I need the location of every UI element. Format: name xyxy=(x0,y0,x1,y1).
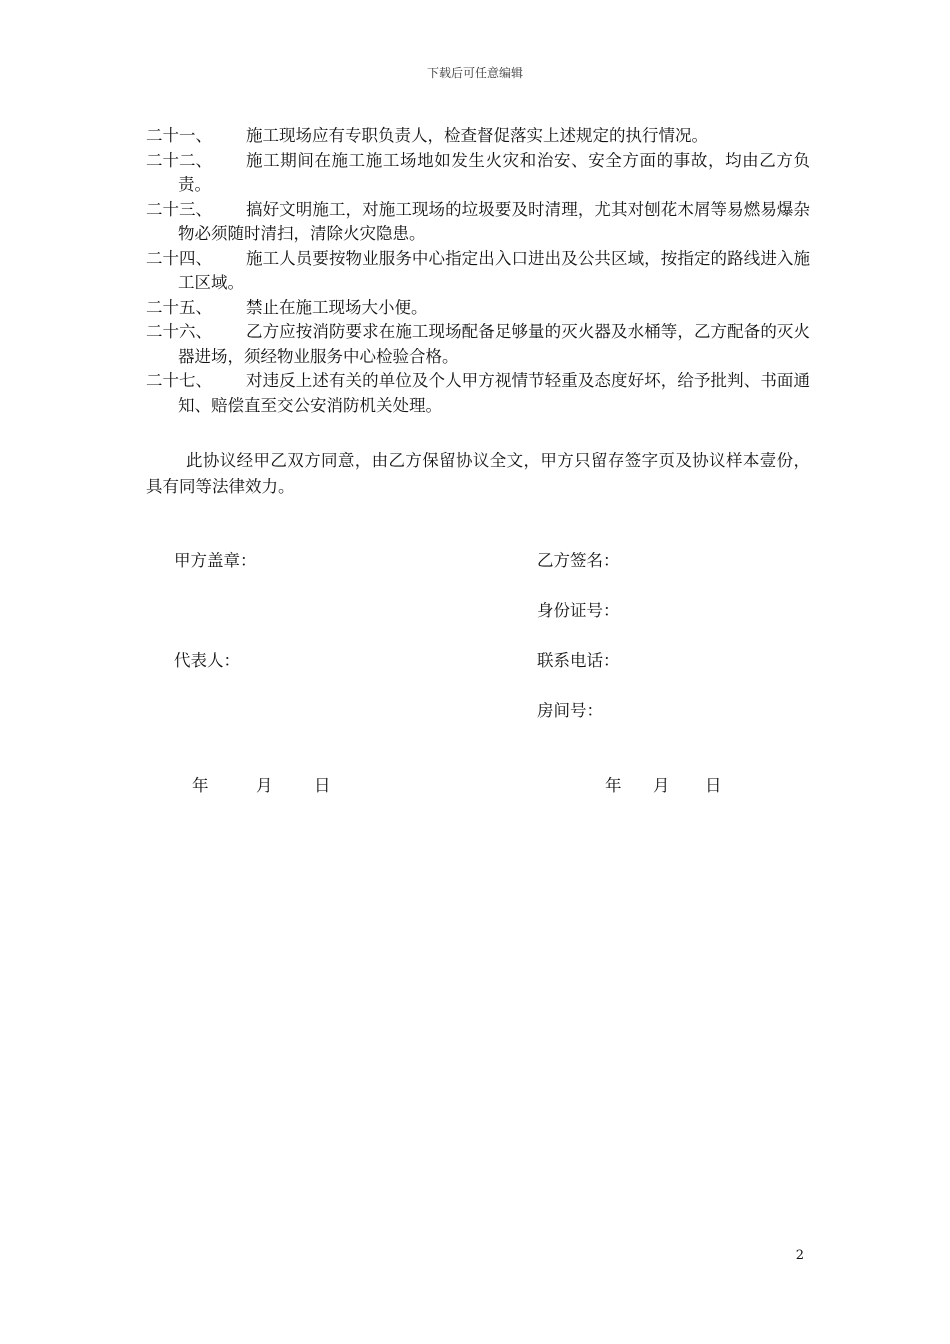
clause-list xyxy=(146,124,810,418)
page-header: 下载后可任意编辑 xyxy=(426,66,523,80)
clause-text: 施工现场应有专职负责人，检查督促落实上述规定的执行情况。 xyxy=(246,126,708,145)
clause-number: 二十三、 xyxy=(146,199,212,219)
party-b-phone-label: 联系电话： xyxy=(537,651,620,670)
clause-22 xyxy=(146,149,810,198)
clause-number: 二十六、 xyxy=(146,322,212,341)
clause-number: 二十五、 xyxy=(146,297,212,317)
party-a-representative-label: 代表人： xyxy=(174,651,240,670)
clause-number: 二十七、 xyxy=(146,371,212,390)
date-month: 月 xyxy=(653,776,670,795)
date-year: 年 xyxy=(192,776,209,795)
date-day: 日 xyxy=(705,776,722,795)
date-month: 月 xyxy=(256,776,273,795)
clause-text: 施工人员要按物业服务中心指定出入口进出及公共区域，按指定的路线进入施工区域。 xyxy=(178,248,810,292)
party-b-room-label: 房间号： xyxy=(537,701,603,720)
clause-number: 二十一、 xyxy=(146,126,212,145)
clause-number: 二十二、 xyxy=(146,150,212,170)
party-a-date xyxy=(192,772,331,796)
party-b-signature-label: 乙方签名： xyxy=(537,551,620,570)
date-day: 日 xyxy=(314,776,331,795)
party-b-id-number-label: 身份证号： xyxy=(537,601,620,620)
page-number: 2 xyxy=(795,1248,804,1263)
closing-paragraph: 此协议经甲乙双方同意，由乙方保留协议全文，甲方只留存签字页及协议样本壹份，具有同等法律效力。 xyxy=(146,451,810,496)
clause-text: 搞好文明施工，对施工现场的垃圾要及时清理，尤其对刨花木屑等易燃易爆杂物必须随时清扫，清除火灾隐患。 xyxy=(178,199,810,243)
clause-text: 禁止在施工现场大小便。 xyxy=(246,297,428,317)
party-a-seal-label: 甲方盖章： xyxy=(174,551,257,570)
clause-27 xyxy=(146,369,810,418)
clause-23 xyxy=(146,198,810,247)
clause-text: 乙方应按消防要求在施工现场配备足够量的灭火器及水桶等，乙方配备的灭火器进场，须经物业服务中心检验合格。 xyxy=(178,322,810,366)
clause-24 xyxy=(146,247,810,296)
clause-number: 二十四、 xyxy=(146,248,212,268)
clause-text: 对违反上述有关的单位及个人甲方视情节轻重及态度好坏，给予批判、书面通知、赔偿直至交公安消防机关处理。 xyxy=(178,371,810,415)
date-year: 年 xyxy=(605,776,622,795)
clause-text: 施工期间在施工施工场地如发生火灾和治安、安全方面的事故，均由乙方负责。 xyxy=(178,150,810,194)
clause-21 xyxy=(146,124,810,149)
clause-25 xyxy=(146,296,810,321)
party-b-date xyxy=(605,772,722,796)
clause-26 xyxy=(146,320,810,369)
